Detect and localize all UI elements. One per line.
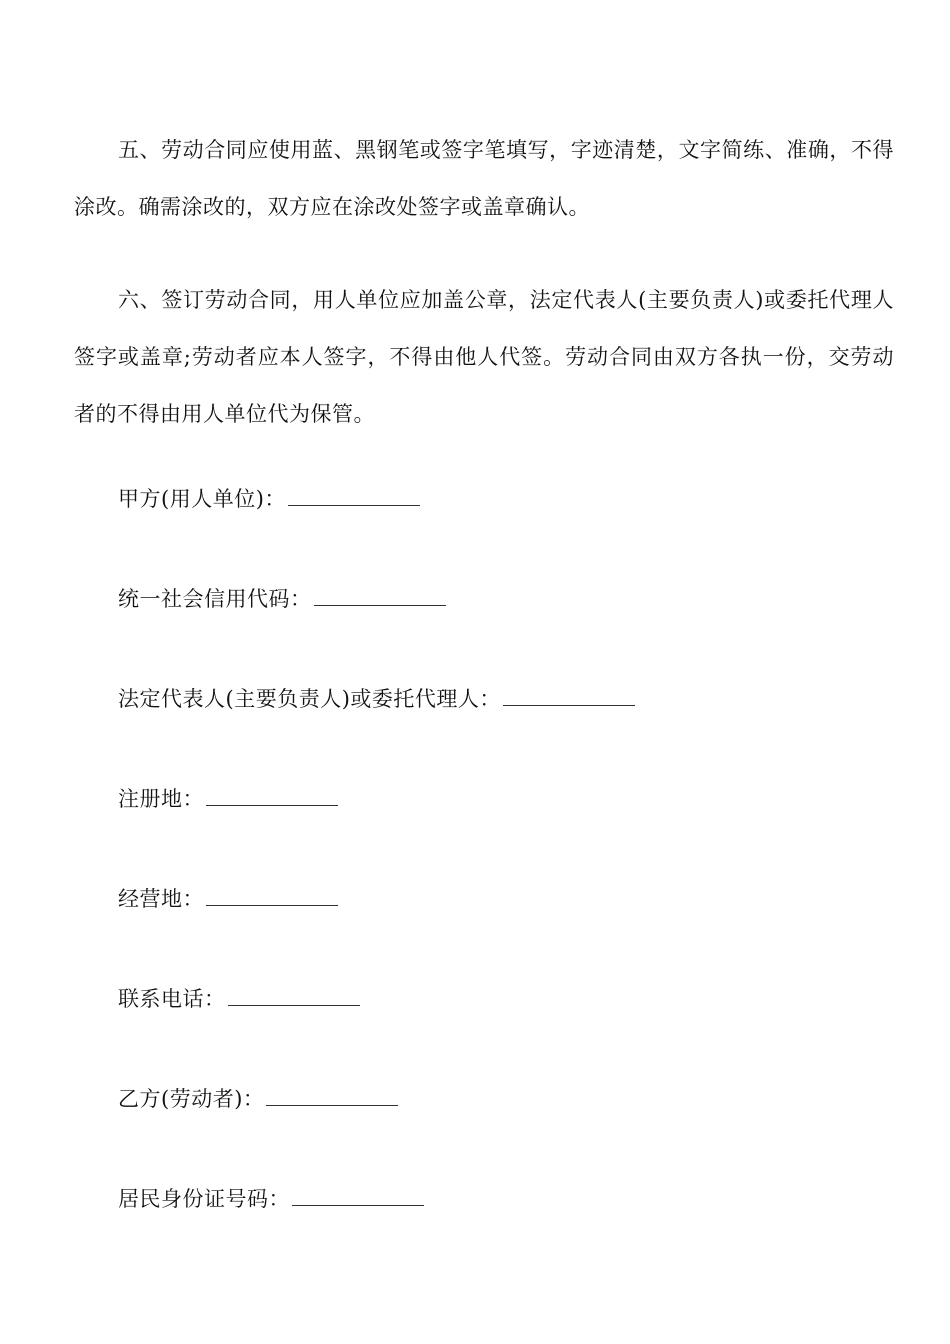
party-b-label: 乙方(劳动者)：	[118, 1087, 265, 1111]
registered-address-field	[118, 784, 338, 814]
phone-label: 联系电话：	[118, 987, 226, 1011]
party-a-label: 甲方(用人单位)：	[118, 487, 286, 511]
legal-representative-label: 法定代表人(主要负责人)或委托代理人：	[118, 687, 501, 711]
legal-representative-field	[118, 684, 635, 714]
clause-six-paragraph: 六、签订劳动合同，用人单位应加盖公章，法定代表人(主要负责人)或委托代理人签字或盖章;劳动者应本人签字，不得由他人代签。劳动合同由双方各执一份，交劳动者的不得由用人单位代为保管。	[74, 288, 894, 426]
party-b-blank[interactable]	[266, 1085, 398, 1106]
party-a-field	[118, 484, 420, 514]
party-a-blank[interactable]	[288, 485, 420, 506]
id-number-field	[118, 1184, 424, 1214]
legal-representative-blank[interactable]	[503, 685, 635, 706]
phone-blank[interactable]	[228, 985, 360, 1006]
credit-code-blank[interactable]	[314, 585, 446, 606]
business-address-blank[interactable]	[206, 885, 338, 906]
business-address-field	[118, 884, 338, 914]
phone-field	[118, 984, 360, 1014]
id-number-label: 居民身份证号码：	[118, 1187, 290, 1211]
clause-five-paragraph: 五、劳动合同应使用蓝、黑钢笔或签字笔填写，字迹清楚，文字简练、准确，不得涂改。确需涂改的，双方应在涂改处签字或盖章确认。	[74, 138, 894, 219]
id-number-blank[interactable]	[292, 1185, 424, 1206]
registered-address-label: 注册地：	[118, 787, 204, 811]
business-address-label: 经营地：	[118, 887, 204, 911]
credit-code-field	[118, 584, 446, 614]
party-b-field	[118, 1084, 398, 1114]
registered-address-blank[interactable]	[206, 785, 338, 806]
credit-code-label: 统一社会信用代码：	[118, 587, 312, 611]
